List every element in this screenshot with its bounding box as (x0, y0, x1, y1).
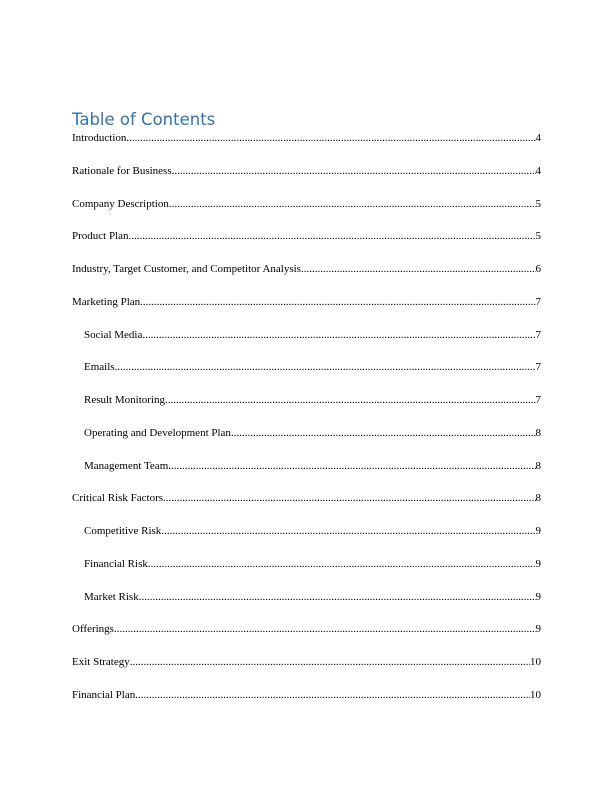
toc-entry[interactable] (72, 261, 541, 294)
toc-entry[interactable] (72, 228, 541, 261)
toc-entry-title: Operating and Development Plan (84, 426, 231, 439)
toc-entry-title: Product Plan (72, 230, 129, 243)
toc-page-number: 10 (530, 688, 541, 701)
toc-dot-leader (165, 392, 536, 408)
toc-page-number: 4 (535, 132, 541, 144)
toc-dot-leader (130, 654, 530, 670)
toc-entry[interactable] (72, 654, 541, 687)
toc-dot-leader (135, 687, 530, 703)
toc-list (72, 130, 541, 720)
toc-entry-title: Critical Risk Factors (72, 492, 164, 505)
toc-entry-title: Industry, Target Customer, and Competitor Analysis (72, 263, 301, 275)
toc-dot-leader (172, 163, 536, 179)
toc-page-number: 7 (535, 328, 541, 341)
toc-entry-title: Emails (84, 361, 115, 374)
toc-page-number: 8 (535, 492, 541, 505)
toc-entry-title: Management Team (84, 459, 169, 472)
toc-entry-title: Exit Strategy (72, 656, 130, 668)
toc-entry-title: Marketing Plan (72, 295, 141, 308)
toc-entry[interactable] (72, 163, 541, 196)
toc-page-number: 10 (530, 656, 541, 668)
toc-entry-title: Offerings (72, 623, 114, 636)
toc-dot-leader (168, 458, 535, 474)
toc-dot-leader (231, 425, 536, 441)
toc-page-number: 9 (535, 590, 541, 603)
toc-entry[interactable] (72, 490, 541, 523)
toc-dot-leader (129, 228, 536, 244)
toc-entry-title: Company Description (72, 197, 169, 210)
toc-entry[interactable] (72, 621, 541, 654)
toc-dot-leader (148, 556, 536, 572)
toc-page-number: 9 (535, 557, 541, 570)
toc-page-number: 5 (535, 197, 541, 210)
toc-page-number: 9 (535, 525, 541, 537)
toc-entry-title: Social Media (84, 328, 143, 341)
toc-dot-leader (126, 130, 535, 146)
toc-page-number: 4 (535, 164, 541, 177)
toc-page-number: 7 (535, 295, 541, 308)
toc-dot-leader (161, 523, 535, 539)
toc-page-number: 8 (535, 459, 541, 472)
toc-entry[interactable] (72, 687, 541, 720)
toc-page-number: 7 (535, 394, 541, 406)
toc-dot-leader (142, 327, 535, 343)
toc-dot-leader (140, 294, 535, 310)
toc-entry[interactable] (72, 523, 541, 556)
toc-entry[interactable] (72, 556, 541, 589)
toc-page-number: 5 (535, 230, 541, 243)
toc-dot-leader (139, 589, 536, 605)
toc-dot-leader (115, 359, 536, 375)
toc-entry-title: Competitive Risk (84, 525, 162, 537)
toc-entry[interactable] (72, 327, 541, 360)
toc-title: Table of Contents (72, 110, 216, 129)
toc-entry[interactable] (72, 359, 541, 392)
toc-dot-leader (169, 196, 536, 212)
toc-entry-title: Financial Risk (84, 557, 148, 570)
toc-dot-leader (301, 261, 536, 277)
toc-entry-title: Market Risk (84, 590, 139, 603)
toc-entry[interactable] (72, 392, 541, 425)
toc-page-number: 9 (535, 623, 541, 636)
toc-entry-title: Financial Plan (72, 688, 136, 701)
toc-entry-title: Rationale for Business (72, 164, 172, 177)
toc-entry[interactable] (72, 294, 541, 327)
toc-entry[interactable] (72, 589, 541, 622)
toc-page-number: 7 (535, 361, 541, 374)
toc-dot-leader (114, 621, 536, 637)
toc-page-number: 8 (535, 426, 541, 439)
toc-entry[interactable] (72, 130, 541, 163)
toc-entry[interactable] (72, 425, 541, 458)
toc-entry[interactable] (72, 458, 541, 491)
toc-entry-title: Result Monitoring (84, 394, 165, 406)
toc-entry-title: Introduction (72, 132, 127, 144)
toc-entry[interactable] (72, 196, 541, 229)
toc-page-number: 6 (535, 263, 541, 275)
toc-dot-leader (163, 490, 535, 506)
